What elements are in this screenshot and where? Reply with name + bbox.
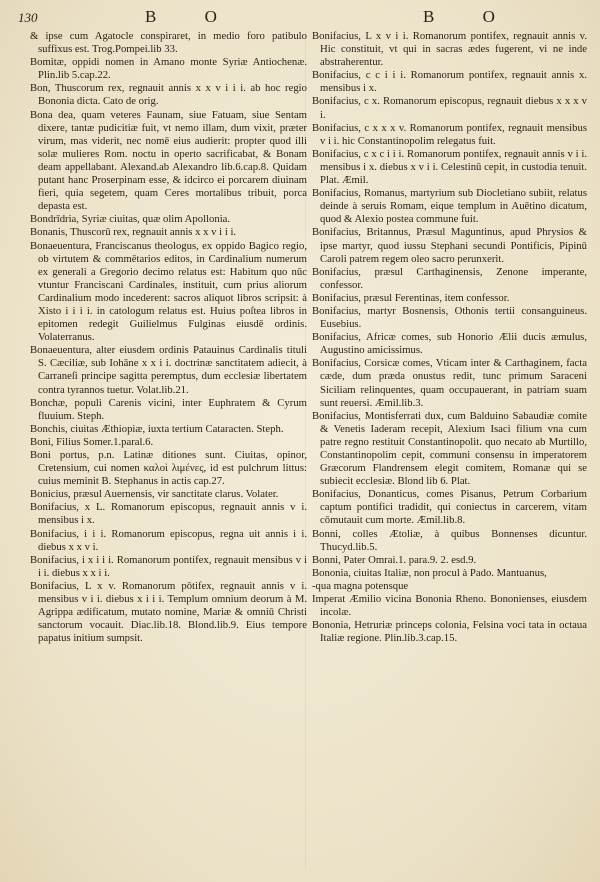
dictionary-entry: Bononia, Hetruriæ princeps colonia, Felsina voci tata in octaua Italiæ regione. Plin.lib.3.cap.15. bbox=[312, 619, 587, 645]
dictionary-entry: Bonifacius, Donanticus, comes Pisanus, Petrum Corbarium captum pontifici tradidit, qui coniectus in carcerem, vitam cōmutauit cum morte. Æmil.lib.8. bbox=[312, 488, 587, 527]
dictionary-entry: Bonifacius, Romanus, martyrium sub Diocletiano subiit, relatus deinde à seruis Romam, eique templum in Auētino dicatum, quod & Alexio postea commune fuit. bbox=[312, 187, 587, 226]
left-running-head: B O bbox=[145, 7, 239, 26]
dictionary-entry: Bonifacius, c x c i i i. Romanorum pontifex, regnauit annis v i i. mensibus i x. diebus x v i i. Celestinū cepit, in custodia tenuit. Plat. Æmil. bbox=[312, 147, 587, 187]
dictionary-entry: Bonifacius, martyr Bosnensis, Othonis tertii consanguineus. Eusebius. bbox=[312, 304, 587, 331]
dictionary-entry: Bononia, ciuitas Italiæ, non procul à Pado. Mantuanus, bbox=[312, 566, 547, 579]
dictionary-entry: Bonifacius, Corsicæ comes, Vticam inter & Carthaginem, facta cæde, dum præda onustus redit, tunc primum Saraceni Siciliam relinquentes, quam occupauerant, in patriam suam sunt reuersi. Æmil.lib.3. bbox=[312, 357, 587, 409]
dictionary-entry: Bonchæ, populi Carenis vicini, inter Euphratem & Cyrum fluuium. Steph. bbox=[30, 396, 307, 422]
dictionary-entry: Bonifacius, L x v. Romanorum pōtifex, regnauit annis v i. mensibus v i i. diebus x i i i. Templum omnium deorum à M. Agrippa ædificatum, mutato nomine, Mariæ & omniū Christi sanctorum vocauit. Diac.lib.18. Blond.lib.9. Eius tempore papatus initium sumpsit. bbox=[30, 579, 307, 645]
dictionary-entry: Bonchis, ciuitas Æthiopiæ, iuxta tertium Cataracten. Steph. bbox=[30, 422, 284, 435]
right-column bbox=[312, 30, 587, 872]
dictionary-entry: Bona dea, quam veteres Faunam, siue Fatuam, siue Sentam dixere, tantæ pudicitiæ fuit, vt nemo illam, dum vixit, præter virum, mas viderit, nec nomē eius audierit: propter quod illi solæ mulieres Rom. noctu in operto sacrificabat, & Bonam deam appellabant. Alexand.ab Alexandro lib.6.cap.8. Quidam putant hanc Proserpinam esse, & idcirco ei porcarem diuinam fieri, quia segetem, quam Ceres mortalibus tribuit, porca depasta est. bbox=[30, 108, 307, 213]
dictionary-entry: Bonni, colles Ætoliæ, à quibus Bonnenses dicuntur. Thucyd.lib.5. bbox=[312, 527, 587, 553]
dictionary-entry: Bonifacius, L x v i i. Romanorum pontifex, regnauit annis v. Hic constituit, vt qui in sacras ædes fugerent, vi ne inde abstraherentur. bbox=[312, 30, 587, 69]
dictionary-entry: Bondrīdria, Syriæ ciuitas, quæ olim Apollonia. bbox=[30, 213, 231, 226]
dictionary-entry: Bonifacius, præsul Carthaginensis, Zenone imperante, confessor. bbox=[312, 265, 587, 291]
dictionary-entry: Bonifacius, c x. Romanorum episcopus, regnauit diebus x x x v i. bbox=[312, 95, 587, 121]
left-column bbox=[30, 30, 307, 872]
dictionary-entry: Bonifacius, Britannus, Præsul Maguntinus, apud Phrysios & ipse martyr, quod iussu Stephani secundi Pontificis, Pipinū Caroli patrem regem oleo sacro perunxerit. bbox=[312, 226, 587, 265]
page-header bbox=[0, 6, 600, 28]
right-running-head: B O bbox=[423, 7, 517, 26]
verse-line: Imperat Æmilio vicina Bononia Rheno. Bononienses, eiusdem incolæ. bbox=[312, 593, 587, 619]
dictionary-entry: Bonifacius, x L. Romanorum episcopus, regnauit annis v i. mensibus i x. bbox=[30, 501, 307, 527]
dictionary-entry: Bonifacius, c x x x v. Romanorum pontifex, regnauit mensibus v i i. hic Constantinopolim relegatus fuit. bbox=[312, 121, 587, 147]
dictionary-entry: Bonni, Pater Omrai.1. para.9. 2. esd.9. bbox=[312, 553, 477, 566]
dictionary-entry: Bonanis, Thuscorū rex, regnauit annis x x v i i i. bbox=[30, 226, 237, 239]
dictionary-entry: Bonifacius, Montisferrati dux, cum Balduino Sabaudiæ comite & Venetis Iaderam recepit, Alexium Isaci filium vna cum patre regno restituit Constantinopolit. quo necato ab Murtillo, Constantinopolim cepit, communi consensu in imperatorem Græcorum Flandrensem elegit comitem, Romanæ qui se subiecit ecclesiæ. Blond lib 6. Plat. bbox=[312, 409, 587, 488]
dictionary-entry: Bonaeuentura, Franciscanus theologus, ex oppido Bagico regio, ob virtutem & commētarios editos, in Cardinalium numerum ex generali a Gregorio decimo relatus est: Habitum quo nūc vtuntur Franciscani Cardinales, instituit, cum prius aliorum Cardinalium modo incederent: sacros aliquot libros scripsit: à Xisto i i i i. in catologum relatus est. Huius poſtea libros in epitomen redegit Guilielmus Fulginas eiusdē ordinis. Volaterranus. bbox=[30, 239, 307, 344]
dictionary-entry: & ipse cum Agatocle conspiraret, in medio foro patibulo suffixus est. Trog.Pompei.lib 33. bbox=[30, 30, 307, 56]
dictionary-entry: Boni, Filius Somer.1.paral.6. bbox=[30, 435, 154, 448]
dictionary-entry: Bonifacius, Africæ comes, sub Honorio Ælii ducis æmulus, Augustino amicissimus. bbox=[312, 331, 587, 357]
page-number: 130 bbox=[18, 10, 38, 25]
dictionary-entry: Bonifacius, c c i i i. Romanorum pontifex, regnauit annis x. mensibus i x. bbox=[312, 69, 587, 95]
dictionary-entry: Bonifacius, i i i. Romanorum episcopus, regna uit annis i i. diebus x x v i. bbox=[30, 527, 307, 553]
dictionary-entry: Bon, Thuscorum rex, regnauit annis x x v i i i. ab hoc regio Bononia dicta. Cato de orig. bbox=[30, 82, 307, 108]
dictionary-entry: Bomitæ, oppidi nomen in Amano monte Syriæ Antiochenæ. Plin.lib 5.cap.22. bbox=[30, 56, 307, 82]
verse-line: -qua magna potensque bbox=[312, 579, 409, 592]
dictionary-entry: Bonaeuentura, alter eiusdem ordinis Patauinus Cardinalis tituli S. Cæciliæ, sub Iohāne x x i i. doctrinæ sanctitatem adiecit, à Carraneſi principe sagitta peremptus, dum ecclesiæ libertatem contra tyrannos tuetur. Volat.lib.21. bbox=[30, 344, 307, 396]
dictionary-entry: Boni portus, p.n. Latinæ ditiones sunt. Ciuitas, opinor, Cretensium, cui nomen καλοὶ λιμένες, id est pulchrum littus: cuius meminit B. Stephanus in actis cap.27. bbox=[30, 449, 307, 488]
dictionary-entry: Bonifacius, præsul Ferentinas, item confessor. bbox=[312, 291, 510, 304]
dictionary-entry: Bonifacius, i x i i i. Romanorum pontifex, regnauit mensibus v i i i. diebus x x i i. bbox=[30, 553, 307, 579]
dictionary-entry: Bonicius, præsul Auernensis, vir sanctitate clarus. Volater. bbox=[30, 488, 279, 501]
